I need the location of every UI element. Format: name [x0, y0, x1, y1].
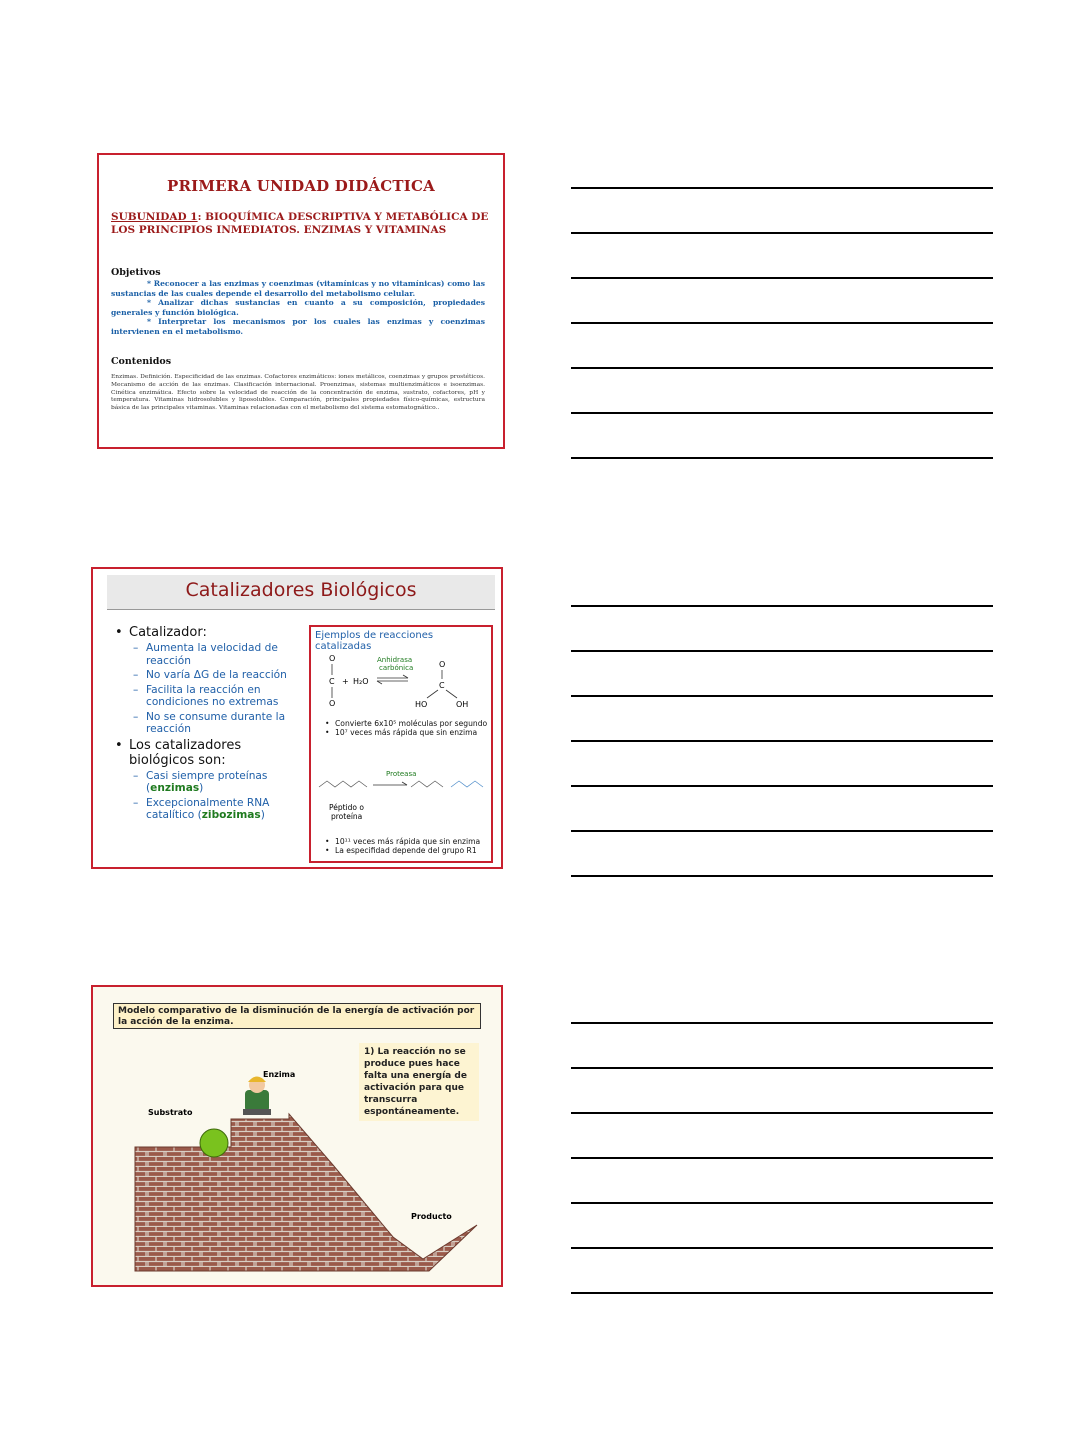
- note-line: [571, 1112, 993, 1114]
- reactions-box-title: Ejemplos de reacciones catalizadas: [315, 630, 434, 652]
- sub-bullet-proteinas: – Casi siempre proteínas (enzimas): [113, 770, 303, 795]
- reaction-1-facts: [325, 719, 491, 737]
- slide-3: [91, 985, 503, 1287]
- slide-1: [97, 153, 505, 449]
- reaction-2-facts: [325, 837, 491, 855]
- slide-2-bullets: [113, 625, 303, 824]
- peptide-label-2: proteína: [331, 812, 363, 821]
- note-line: [571, 367, 993, 369]
- notes-lines-3: [571, 1022, 993, 1337]
- note-line: [571, 740, 993, 742]
- objective-item: * Interpretar los mecanismos por los cuales las enzimas y coenzimas intervienen en el metabolismo.: [111, 317, 485, 336]
- note-line: [571, 322, 993, 324]
- note-line: [571, 1067, 993, 1069]
- slide-3-header: Modelo comparativo de la disminución de la energía de activación por la acción de la enzima.: [113, 1003, 481, 1029]
- atom-c-prod: C: [439, 681, 445, 690]
- label-producto: Producto: [411, 1212, 452, 1221]
- brick-wall-shape: [135, 1114, 477, 1271]
- enzyme-anhidrasa: Anhidrasa: [377, 656, 413, 664]
- atom-o-top: O: [329, 654, 336, 663]
- note-line: [571, 695, 993, 697]
- subunit-label: SUBUNIDAD 1: [111, 211, 198, 223]
- note-line: [571, 232, 993, 234]
- slide-3-note: 1) La reacción no se produce pues hace falta una energía de activación para que transcurra espontáneamente.: [359, 1043, 479, 1121]
- note-line: [571, 1247, 993, 1249]
- enzyme-carbonica: carbónica: [379, 664, 414, 672]
- note-line: [571, 650, 993, 652]
- note-line: [571, 830, 993, 832]
- group-ho: HO: [415, 700, 428, 709]
- note-line: [571, 875, 993, 877]
- atom-o-prod: O: [439, 660, 446, 669]
- fact-bullet: • 10⁷ veces más rápida que sin enzima: [325, 728, 491, 737]
- objectives-list: [111, 279, 485, 337]
- reaction-diagrams: [311, 627, 495, 865]
- contents-heading: Contenidos: [111, 356, 172, 367]
- slide-1-subunit: [111, 211, 491, 237]
- objectives-heading: Objetivos: [111, 267, 161, 278]
- sub-bullet: – Facilita la reacción en condiciones no extremas: [113, 684, 303, 709]
- sub-bullet-rna: – Excepcionalmente RNA catalítico (zibozimas): [113, 797, 303, 822]
- sub-bullet: – Aumenta la velocidad de reacción: [113, 642, 303, 667]
- bullet-catalizador: • Catalizador:: [113, 625, 303, 640]
- subunit-text: : BIOQUÍMICA DESCRIPTIVA Y METABÓLICA DE LOS PRINCIPIOS INMEDIATOS. ENZIMAS Y VITAMINAS: [111, 211, 489, 236]
- note-line: [571, 412, 993, 414]
- notes-lines-2: [571, 605, 993, 920]
- contents-text: Enzimas. Definición. Especificidad de las enzimas. Cofactores enzimáticos: iones metálicos, coenzimas y grupos prostéticos. Mecanismo de acción de las enzimas. Clasificación internacional. Proenzimas, sistemas multienzimáticos e isoenzimas. Cinética enzimática. Efecto sobre la velocidad de reacción de la concentración de enzima, sustrato, cofactores, pH y temperatura. Vitaminas hidrosolubles y liposolubles. Comparación, principales propiedades físico-químicas, estructura básica de las principales vitaminas. Vitaminas relacionadas con el metabolismo del sistema estomatognático..: [111, 374, 485, 412]
- fact-bullet: • La especifidad depende del grupo R1: [325, 846, 491, 855]
- label-substrato: Substrato: [148, 1108, 193, 1117]
- slide-2-title: Catalizadores Biológicos: [185, 579, 417, 601]
- note-line: [571, 785, 993, 787]
- note-line: [571, 605, 993, 607]
- atom-o-bottom: O: [329, 699, 336, 708]
- atom-c: C: [329, 677, 335, 686]
- notes-lines-1: [571, 187, 993, 502]
- note-line: [571, 1157, 993, 1159]
- note-line: [571, 1202, 993, 1204]
- note-line: [571, 187, 993, 189]
- peptide-label-1: Péptido o: [329, 803, 364, 812]
- fact-bullet: • Convierte 6x10⁵ moléculas por segundo: [325, 719, 491, 728]
- bullet-catalizadores-biologicos: • Los catalizadores biológicos son:: [113, 738, 303, 768]
- sub-bullet: – No se consume durante la reacción: [113, 711, 303, 736]
- fact-bullet: • 10¹¹ veces más rápida que sin enzima: [325, 837, 491, 846]
- note-line: [571, 277, 993, 279]
- objective-item: * Reconocer a las enzimas y coenzimas (vitamínicas y no vitamínicas) como las sustancias de las cuales depende el desarrollo del metabolismo celular.: [111, 279, 485, 298]
- substrate-ball: [200, 1129, 228, 1157]
- objective-item: * Analizar dichas sustancias en cuanto a su composición, propiedades generales y función biológica.: [111, 298, 485, 317]
- sub-bullet: – No varía ΔG de la reacción: [113, 669, 303, 682]
- group-oh: OH: [456, 700, 469, 709]
- water: H₂O: [353, 677, 369, 686]
- slide-2: [91, 567, 503, 869]
- reactions-example-box: [309, 625, 493, 863]
- enzyme-proteasa: Proteasa: [386, 770, 417, 778]
- note-line: [571, 457, 993, 459]
- brick-hill-illustration: [93, 987, 501, 1285]
- plus-sign: +: [342, 677, 349, 686]
- label-enzima: Enzima: [263, 1070, 296, 1079]
- note-line: [571, 1022, 993, 1024]
- enzyme-worker-icon: [243, 1077, 271, 1116]
- slide-1-title: PRIMERA UNIDAD DIDÁCTICA: [167, 177, 435, 195]
- note-line: [571, 1292, 993, 1294]
